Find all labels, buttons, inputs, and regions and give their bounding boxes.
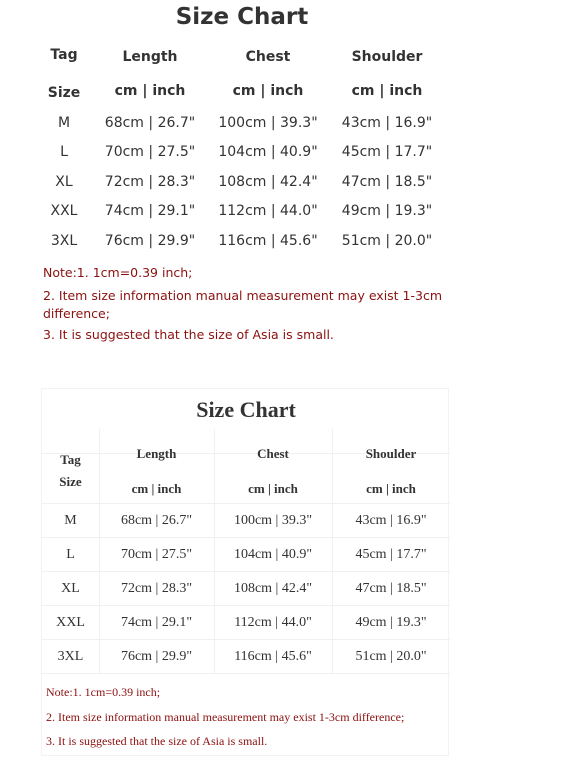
row-divider <box>42 537 450 538</box>
cell-size: 3XL <box>50 233 78 249</box>
cell-length: 76cm | 29.9" <box>104 233 196 249</box>
chart-title: Size Chart <box>196 397 296 422</box>
cell-length: 74cm | 29.1" <box>120 615 193 630</box>
cell-length: 72cm | 28.3" <box>104 174 196 190</box>
unit-shoulder: cm | inch <box>366 481 416 496</box>
cell-size: XL <box>55 174 73 190</box>
cell-shoulder: 45cm | 17.7" <box>355 547 427 562</box>
unit-shoulder: cm | inch <box>351 83 423 99</box>
size-chart-serif <box>41 388 449 756</box>
cell-shoulder: 43cm | 16.9" <box>341 115 433 131</box>
size-chart-sans <box>0 0 582 360</box>
chart-title: Size Chart <box>175 4 309 30</box>
cell-shoulder: 51cm | 20.0" <box>341 233 433 249</box>
cell-size: XXL <box>56 615 85 630</box>
cell-chest: 112cm | 44.0" <box>234 615 312 630</box>
cell-shoulder: 45cm | 17.7" <box>341 144 433 160</box>
row-divider <box>42 639 450 640</box>
row-divider <box>42 605 450 606</box>
cell-shoulder: 47cm | 18.5" <box>341 174 433 190</box>
cell-size: 3XL <box>57 649 84 664</box>
row-divider <box>42 571 450 572</box>
header-length: Length <box>122 49 178 65</box>
header-size: Size <box>59 474 82 489</box>
cell-size: M <box>57 115 71 131</box>
cell-size: L <box>60 144 68 160</box>
cell-size: XL <box>61 581 80 596</box>
unit-chest: cm | inch <box>232 83 304 99</box>
header-tag: Tag <box>60 452 81 467</box>
cell-length: 76cm | 29.9" <box>120 649 193 664</box>
cell-chest: 112cm | 44.0" <box>218 203 318 219</box>
header-shoulder: Shoulder <box>365 446 417 461</box>
cell-chest: 100cm | 39.3" <box>233 513 313 528</box>
cell-chest: 108cm | 42.4" <box>218 174 318 190</box>
cell-chest: 116cm | 45.6" <box>234 649 312 664</box>
cell-chest: 108cm | 42.4" <box>233 581 313 596</box>
cell-length: 68cm | 26.7" <box>120 513 193 528</box>
cell-shoulder: 51cm | 20.0" <box>355 649 427 664</box>
cell-length: 74cm | 29.1" <box>104 203 196 219</box>
row-divider <box>42 673 450 674</box>
cell-size: M <box>64 513 77 528</box>
cell-length: 68cm | 26.7" <box>104 115 196 131</box>
cell-length: 70cm | 27.5" <box>104 144 196 160</box>
cell-chest: 100cm | 39.3" <box>218 115 318 131</box>
cell-chest: 116cm | 45.6" <box>218 233 318 249</box>
cell-shoulder: 49cm | 19.3" <box>355 615 427 630</box>
note-1: Note:1. 1cm=0.39 inch; <box>43 265 193 280</box>
cell-shoulder: 49cm | 19.3" <box>341 203 433 219</box>
unit-length: cm | inch <box>131 481 182 496</box>
header-size: Size <box>47 85 81 101</box>
header-length: Length <box>136 446 177 461</box>
row-divider <box>42 503 450 504</box>
cell-length: 70cm | 27.5" <box>120 547 193 562</box>
cell-chest: 104cm | 40.9" <box>218 144 318 160</box>
unit-chest: cm | inch <box>248 481 298 496</box>
note-3: 3. It is suggested that the size of Asia is small. <box>46 734 268 748</box>
note-3: 3. It is suggested that the size of Asia is small. <box>43 327 334 342</box>
note-2: 2. Item size information manual measurement may exist 1-3cm difference; <box>46 710 405 724</box>
note-2: 2. Item size information manual measurement may exist 1-3cm difference; <box>43 288 443 321</box>
note-1: Note:1. 1cm=0.39 inch; <box>46 685 161 699</box>
cell-shoulder: 47cm | 18.5" <box>355 581 427 596</box>
header-chest: Chest <box>245 49 291 65</box>
cell-length: 72cm | 28.3" <box>120 581 193 596</box>
cell-size: XXL <box>50 203 78 219</box>
cell-chest: 104cm | 40.9" <box>233 547 313 562</box>
header-tag: Tag <box>50 47 78 63</box>
cell-shoulder: 43cm | 16.9" <box>355 513 427 528</box>
header-chest: Chest <box>257 446 289 461</box>
header-shoulder: Shoulder <box>351 49 423 65</box>
cell-size: L <box>66 547 75 562</box>
unit-length: cm | inch <box>114 83 186 99</box>
